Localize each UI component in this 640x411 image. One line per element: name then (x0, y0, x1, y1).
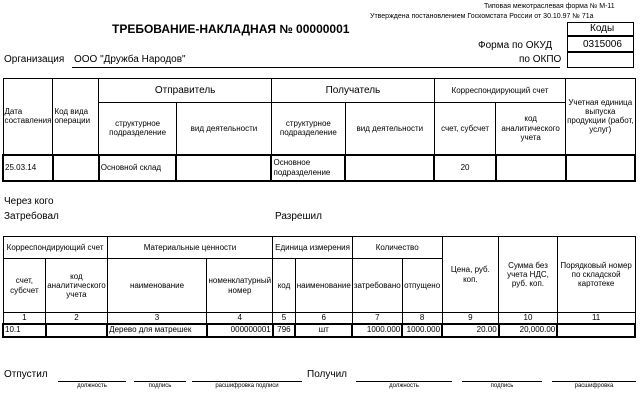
released-signature-caption: подпись (148, 383, 172, 389)
row-analytic-cell (46, 324, 107, 337)
released-position-caption: должность (77, 383, 107, 389)
requested-label: Затребовал (4, 211, 59, 222)
sender-activity-cell (176, 155, 271, 181)
document-title: ТРЕБОВАНИЕ-НАКЛАДНАЯ № 00000001 (112, 22, 350, 36)
row-account-cell: 10.1 (3, 324, 46, 337)
approval-text: Утверждена постановлением Госкомстата России от 30.10.97 № 71а (370, 13, 594, 20)
released-decoding-line (192, 381, 302, 382)
receiver-struct-cell: Основное подразделение (271, 155, 345, 181)
receiver-struct-header: структурное подразделение (271, 103, 345, 155)
col-number: 4 (207, 313, 273, 324)
col-number: 8 (402, 313, 442, 324)
received-decoding-caption: расшифровка (574, 383, 614, 389)
codes-box-header (567, 22, 634, 36)
released-header: отпущено (402, 259, 442, 313)
row-requested-cell: 1000.000 (352, 324, 402, 337)
card-number-header: Порядковый номер по складской картотеке (557, 237, 635, 313)
col-number: 5 (273, 313, 296, 324)
col-number: 1 (3, 313, 46, 324)
released-position-line (58, 381, 126, 382)
materials-table (2, 236, 636, 338)
name-header: наименование (107, 259, 207, 313)
col-number: 3 (107, 313, 207, 324)
date-header: Дата составления (3, 79, 53, 155)
row-nomen-cell: 000000001 (207, 324, 273, 337)
row-price-cell: 20.00 (442, 324, 499, 337)
unit-name-header: наименование (295, 259, 352, 313)
materials-header: Материальные ценности (107, 237, 273, 259)
receiver-activity-header: вид деятельности (345, 103, 434, 155)
okpo-box (567, 52, 634, 68)
unit-header: Учетная единица выпуска продукции (работ, услуг) (566, 79, 635, 155)
form-type: Типовая межотраслевая форма № М-11 (484, 3, 615, 10)
row-sum-cell: 20,000.00 (499, 324, 558, 337)
col-number: 11 (557, 313, 635, 324)
received-decoding-line (552, 381, 636, 382)
sender-struct-header: структурное подразделение (99, 103, 177, 155)
requested-header: затребовано (352, 259, 402, 313)
main-account-header: счет, субсчет (3, 259, 46, 313)
operation-code-header: Код вида операции (53, 79, 99, 155)
unit-cell (566, 155, 635, 181)
date-cell: 25.03.14 (3, 155, 53, 181)
col-number: 2 (46, 313, 107, 324)
main-corr-header: Корреспондирующий счет (3, 237, 107, 259)
allowed-label: Разрешил (275, 211, 322, 222)
analytic-cell (496, 155, 566, 181)
received-position-caption: должность (389, 383, 419, 389)
organization-underline (72, 67, 560, 68)
organization-label: Организация (4, 54, 65, 65)
okud-value: 0315006 (583, 39, 622, 50)
corr-account-header: Корреспондирующий счет (434, 79, 565, 103)
okud-label: Форма по ОКУД (478, 40, 553, 51)
main-unit-header: Единица измерения (273, 237, 353, 259)
receiver-activity-cell (345, 155, 434, 181)
col-number: 10 (499, 313, 558, 324)
row-unit-name-cell: шт (295, 324, 352, 337)
operation-code-cell (53, 155, 99, 181)
col-number: 7 (352, 313, 402, 324)
released-by-label: Отпустил (4, 369, 48, 380)
sender-header: Отправитель (99, 79, 272, 103)
row-card-cell (557, 324, 635, 337)
nomen-header: номенклатурный номер (207, 259, 273, 313)
received-signature-caption: подпись (490, 383, 514, 389)
row-released-cell: 1000.000 (402, 324, 442, 337)
quantity-header: Количество (352, 237, 442, 259)
analytic-header: код аналитического учета (496, 103, 566, 155)
sum-header: Сумма без учета НДС, руб. коп. (499, 237, 558, 313)
received-signature-line (462, 381, 542, 382)
sender-activity-header: вид деятельности (176, 103, 271, 155)
price-header: Цена, руб. коп. (442, 237, 499, 313)
row-name-cell: Дерево для матрешек (107, 324, 207, 337)
released-signature-line (134, 381, 186, 382)
sender-receiver-table (2, 78, 636, 182)
receiver-header: Получатель (271, 79, 434, 103)
released-decoding-caption: расшифровка подписи (215, 383, 279, 389)
account-header: счет, субсчет (434, 103, 495, 155)
main-analytic-header: код аналитического учета (46, 259, 107, 313)
received-by-label: Получил (307, 369, 347, 380)
col-number: 6 (295, 313, 352, 324)
account-cell: 20 (434, 155, 495, 181)
sender-struct-cell: Основной склад (99, 155, 177, 181)
col-number: 9 (442, 313, 499, 324)
through-label: Через кого (4, 196, 54, 207)
okpo-label: по ОКПО (519, 54, 562, 65)
row-unit-code-cell: 796 (273, 324, 296, 337)
organization-value: ООО "Дружба Народов" (74, 54, 186, 65)
received-position-line (356, 381, 452, 382)
unit-code-header: код (273, 259, 296, 313)
codes-label: Коды (590, 23, 615, 34)
